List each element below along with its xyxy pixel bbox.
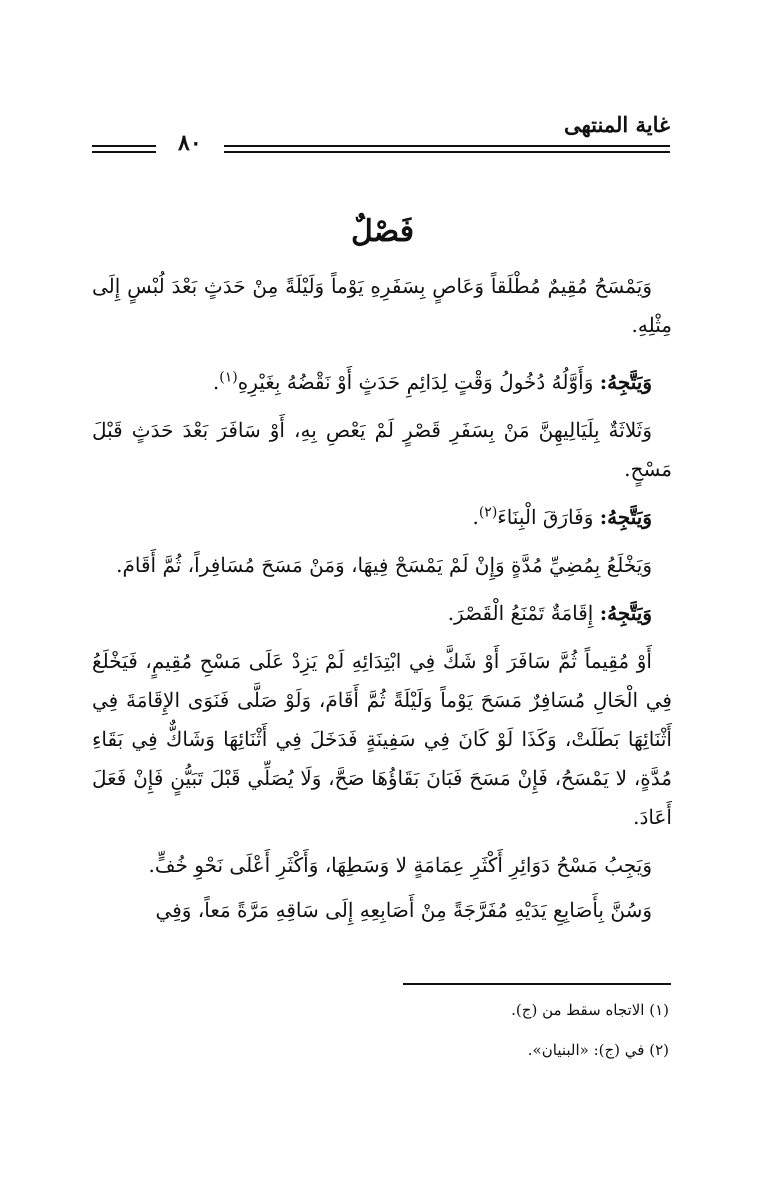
paragraph-1 [92,267,672,345]
paragraph-text: وَفَارَقَ الْبِنَاءَ [497,505,600,529]
paragraph-text: وَأَوَّلُهُ دُخُولُ وَقْتٍ لِدَائِمِ حَدَثٍ أَوْ نَقْضُهُ بِغَيْرِهِ [237,370,600,394]
book-title: غاية المنتهى [563,112,670,137]
paragraph-text: إِقَامَةٌ تَمْنَعُ الْقَصْرَ. [447,601,600,625]
paragraph-text: وَيَمْسَحُ مُقِيمٌ مُطْلَقاً وَعَاصٍ بِسَفَرِهِ يَوْماً وَلَيْلَةً مِنْ حَدَثٍ بَعْدَ لُبْسٍ إِلَى مِثْلِهِ. [92,274,672,337]
paragraph-text: وَثَلاثَةٌ بِلَيَالِيهِنَّ مَنْ بِسَفَرِ قَصْرٍ لَمْ يَعْصِ بِهِ، أَوْ سَافَرَ بَعْدَ حَدَثٍ قَبْلَ مَسْحٍ. [92,418,672,481]
paragraph-6 [92,594,672,633]
paragraph-4 [92,498,672,537]
paragraph-text: وَيَخْلَعُ بِمُضِيِّ مُدَّةٍ وَإِنْ لَمْ يَمْسَحْ فِيهَا، وَمَنْ مَسَحَ مُسَافِراً، ثُمَّ أَقَامَ. [116,553,652,577]
paragraph-lead: وَيَتَّجِهُ: [599,505,652,529]
paragraph-8 [92,846,672,885]
footnote-ref-1: (١) [219,369,238,386]
main-text [92,267,672,936]
header-rule-left [92,145,156,153]
page-header [92,112,670,160]
paragraph-punctuation: . [472,505,479,529]
paragraph-5 [92,546,672,585]
paragraph-lead: وَيَتَّجِهُ: [599,370,652,394]
page-number: ٨٠ [178,130,202,156]
paragraph-text: وَيَجِبُ مَسْحُ دَوَائِرِ أَكْثَرِ عِمَامَةٍ لا وَسَطِهَا، وَأَكْثَرِ أَعْلَى نَحْوِ خُفٍّ. [148,853,652,877]
paragraph-3 [92,411,672,489]
footnote-2: (٢) في (ج): «البنيان». [527,1041,669,1059]
paragraph-9 [92,891,672,930]
footnote-ref-2: (٢) [478,504,498,521]
paragraph-lead: وَيَتَّجِهُ: [599,601,652,625]
section-title: فَصْلٌ [350,214,415,249]
paragraph-text: وَسُنَّ بِأَصَابِعِ يَدَيْهِ مُفَرَّجَةً مِنْ أَصَابِعِهِ إِلَى سَاقِهِ مَرَّةً مَعاً، وَفِي [155,898,652,922]
footnote-1: (١) الاتجاه سقط من (ج). [511,1001,669,1019]
paragraph-punctuation: . [212,370,220,394]
paragraph-text: أَوْ مُقِيماً ثُمَّ سَافَرَ أَوْ شَكَّ فِي ابْتِدَائِهِ لَمْ يَزِدْ عَلَى مَسْحِ مُقِيمٍ، فَيَخْلَعُ فِي الْحَالِ مُسَافِرٌ مَسَحَ يَوْماً وَلَيْلَةً ثُمَّ أَقَامَ، وَلَوْ صَلَّى فَنَوَى الإِقَامَةَ فِي أَثْنَائِهَا بَطَلَتْ، وَكَذَا لَوْ كَانَ فِي سَفِينَةٍ فَدَخَلَ فِي أَثْنَائِهَا وَشَاكٌّ فِي بَقَاءِ مُدَّةٍ، لا يَمْسَحُ، فَإِنْ مَسَحَ فَبَانَ بَقَاؤُهَا صَحَّ، وَلَا يُصَلِّي قَبْلَ تَبَيُّنٍ فَإِنْ فَعَلَ أَعَادَ. [92,649,672,829]
paragraph-7 [92,642,672,837]
footnotes [99,998,669,1078]
paragraph-2 [92,363,672,402]
header-rule-right [224,145,670,153]
footnote-separator [403,983,671,985]
